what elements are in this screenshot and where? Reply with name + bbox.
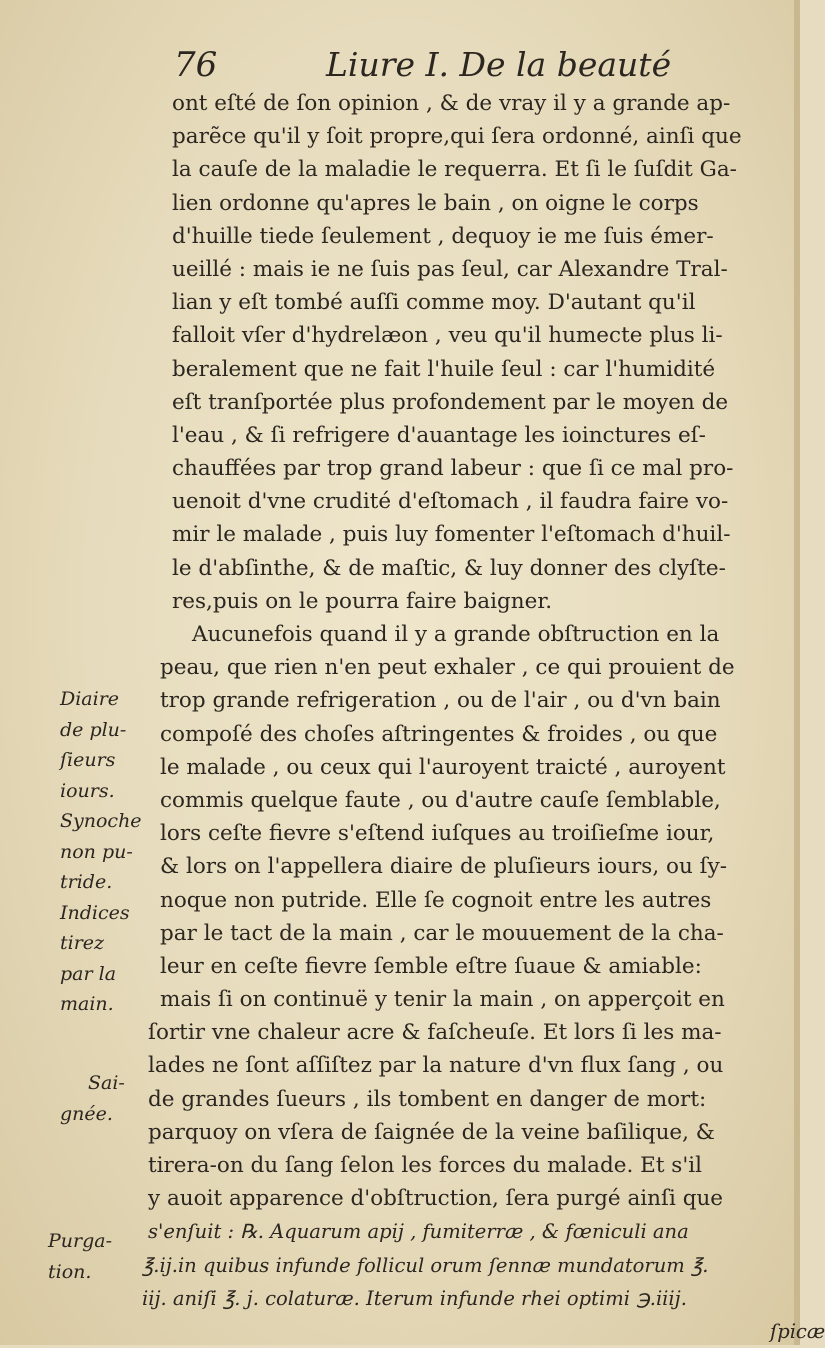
text-line: lien ordonne qu'apres le bain , on oigne le corps: [172, 190, 699, 216]
margin-note-line: main.: [60, 993, 114, 1015]
text-line: iij. aniſi ℥. j. colaturæ. Iterum infunde rhei optimi ℈.iiij.: [142, 1286, 687, 1310]
text-line: s'enſuit : ℞. Aquarum apij , fumiterræ , & fœniculi ana: [148, 1220, 689, 1244]
text-line: commis quelque faute , ou d'autre cauſe ſemblable,: [160, 787, 721, 813]
text-line: lors ceſte fievre s'eſtend iuſques au troiſieſme iour,: [160, 821, 715, 847]
margin-note-line: iours.: [60, 779, 115, 802]
text-line: le malade , ou ceux qui l'auroyent traicté , auroyent: [160, 754, 726, 780]
body-text: [140, 87, 825, 1348]
margin-note-line: gnée.: [60, 1102, 113, 1125]
margin-note-line: de plu-: [60, 718, 127, 741]
text-line: le d'abſinthe, & de maſtic, & luy donner des clyſte-: [172, 555, 726, 581]
margin-note-saignee: [32, 1068, 125, 1129]
margin-note-line: tion.: [48, 1260, 92, 1283]
text-line: lades ne ſont aſſiſtez par la nature d'vn flux ſang , ou: [148, 1053, 724, 1079]
text-line: chauffées par trop grand labeur : que ſi ce mal pro-: [172, 456, 734, 482]
text-line: noque non putride. Elle ſe cognoit entre les autres: [160, 887, 712, 913]
text-line: res,puis on le pourra faire baigner.: [172, 588, 553, 614]
text-line: ſortir vne chaleur acre & faſcheuſe. Et lors ſi les ma-: [148, 1020, 722, 1046]
text-line: ℥.ij.in quibus infunde follicul orum ſennæ mundatorum ℥.: [142, 1253, 709, 1277]
text-line: tirera-on du ſang ſelon les forces du malade. Et s'il: [148, 1153, 702, 1178]
margin-note-line: tirez: [60, 932, 105, 954]
text-line: Aucunefois quand il y a grande obſtruction en la: [192, 622, 720, 647]
margin-note-diaire: [60, 684, 142, 1020]
margin-note-line: Synoche: [60, 810, 142, 832]
text-line: trop grande refrigeration , ou de l'air , ou d'vn bain: [160, 688, 721, 714]
text-line: parquoy on vſera de ſaignée de la veine baſilique, &: [148, 1119, 715, 1145]
text-line: parẽce qu'il y ſoit propre,qui ſera ordonné, ainſi que: [172, 124, 742, 150]
text-line: compoſé des choſes aſtringentes & froides , ou que: [160, 721, 718, 747]
text-line: ueillé : mais ie ne ſuis pas ſeul, car Alexandre Tral-: [172, 256, 728, 282]
text-line: beralement que ne fait l'huile ſeul : car l'humidité: [172, 356, 716, 382]
margin-note-line: Sai-: [88, 1072, 125, 1094]
margin-note-line: Purga-: [48, 1230, 113, 1252]
text-line: y auoit apparence d'obſtruction, ſera purgé ainſi que: [148, 1186, 724, 1212]
margin-note-line: Diaire: [60, 688, 120, 710]
running-title: Liure I. De la beauté: [326, 45, 672, 84]
catchword: ſpicæ: [770, 1319, 825, 1343]
text-line: d'huille tiede ſeulement , dequoy ie me ſuis émer-: [172, 223, 714, 249]
text-line: eſt tranſportée plus profondement par le moyen de: [172, 389, 729, 415]
text-line: leur en ceſte fievre ſemble eſtre ſuaue & amiable:: [160, 953, 702, 979]
text-line: peau, que rien n'en peut exhaler , ce qui prouient de: [160, 655, 735, 681]
page-number: 76: [174, 45, 218, 85]
text-line: par le tact de la main , car le mouuement de la cha-: [160, 920, 724, 946]
margin-note-purgation: [48, 1226, 112, 1287]
margin-note-line: Indices: [60, 901, 130, 924]
text-line: de grandes ſueurs , ils tombent en danger de mort:: [148, 1086, 707, 1112]
text-line: mais ſi on continuë y tenir la main , on apperçoit en: [160, 987, 725, 1013]
text-line: l'eau , & ſi refrigere d'auantage les ioinctures eſ-: [172, 422, 706, 448]
margin-note-line: tride.: [60, 871, 113, 893]
margin-note-line: ſieurs: [60, 749, 116, 771]
text-line: & lors on l'appellera diaire de pluſieurs iours, ou ſy-: [160, 854, 727, 880]
text-line: ont eſté de ſon opinion , & de vray il y a grande ap-: [172, 91, 731, 116]
margin-note-line: non pu-: [60, 840, 133, 863]
page-edge: [794, 0, 800, 1345]
text-line: falloit vſer d'hydrelæon , veu qu'il humecte plus li-: [172, 323, 723, 349]
text-line: lian y eſt tombé auſſi comme moy. D'autant qu'il: [172, 290, 696, 316]
margin-note-line: par la: [60, 962, 117, 985]
text-line: uenoit d'vne crudité d'eſtomach , il faudra faire vo-: [172, 489, 729, 515]
text-line: mir le malade , puis luy fomenter l'eſtomach d'huil-: [172, 522, 731, 548]
text-line: la cauſe de la maladie le requerra. Et ſi le ſuſdit Ga-: [172, 157, 737, 183]
